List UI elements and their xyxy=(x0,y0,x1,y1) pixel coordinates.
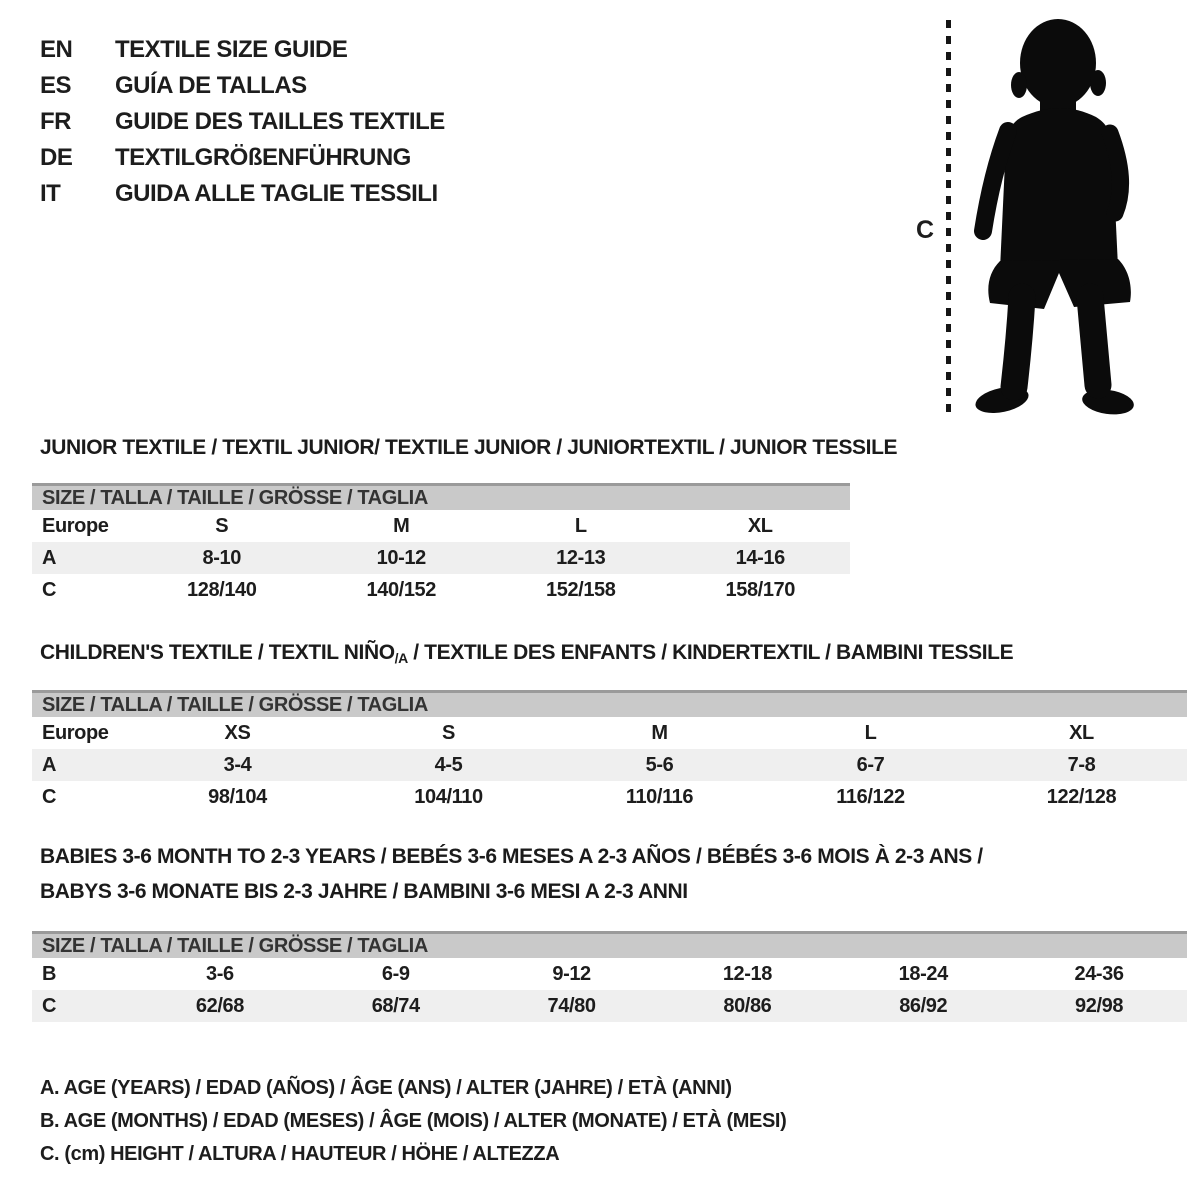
size-cell: S xyxy=(215,514,229,537)
height-cell: 80/86 xyxy=(723,994,772,1017)
language-code: IT xyxy=(40,180,61,207)
legend-age-years: A. AGE (YEARS) / EDAD (AÑOS) / ÂGE (ANS) / ALTER (JAHRE) / ETÀ (ANNI) xyxy=(40,1077,732,1099)
months-cell: 3-6 xyxy=(206,962,234,985)
size-cell: L xyxy=(574,514,587,537)
height-cell: 104/110 xyxy=(414,785,483,808)
babies-size-table xyxy=(32,931,1187,1022)
size-cell: XL xyxy=(747,514,773,537)
height-measure-dashed-line-icon xyxy=(946,20,951,415)
height-cell: 128/140 xyxy=(187,578,257,601)
row-label: Europe xyxy=(42,721,109,744)
age-cell: 14-16 xyxy=(735,546,785,569)
guide-title: GUIDE DES TAILLES TEXTILE xyxy=(115,108,445,135)
children-age-row xyxy=(32,749,1187,781)
toddler-silhouette-icon xyxy=(970,16,1140,418)
language-code: EN xyxy=(40,36,73,63)
row-label: C xyxy=(42,994,57,1017)
row-label: Europe xyxy=(42,514,109,537)
height-cell: 140/152 xyxy=(366,578,436,601)
size-cell: L xyxy=(864,721,877,744)
height-cell: 92/98 xyxy=(1075,994,1124,1017)
children-size-header: SIZE / TALLA / TAILLE / GRÖSSE / TAGLIA xyxy=(32,690,1187,717)
babies-size-header: SIZE / TALLA / TAILLE / GRÖSSE / TAGLIA xyxy=(32,931,1187,958)
junior-section-title: JUNIOR TEXTILE / TEXTIL JUNIOR/ TEXTILE JUNIOR / JUNIORTEXTIL / JUNIOR TESSILE xyxy=(40,436,898,459)
guide-title: TEXTILE SIZE GUIDE xyxy=(115,36,348,63)
children-europe-row xyxy=(32,717,1187,749)
months-cell: 6-9 xyxy=(381,962,410,985)
junior-size-header: SIZE / TALLA / TAILLE / GRÖSSE / TAGLIA xyxy=(32,483,850,510)
size-cell: M xyxy=(393,514,410,537)
legend-height-cm: C. (cm) HEIGHT / ALTURA / HAUTEUR / HÖHE / ALTEZZA xyxy=(40,1143,560,1165)
measurement-legend xyxy=(40,1072,786,1171)
guide-title: TEXTILGRÖßENFÜHRUNG xyxy=(115,144,411,171)
age-cell: 7-8 xyxy=(1067,753,1096,776)
legend-age-months: B. AGE (MONTHS) / EDAD (MESES) / ÂGE (MOIS) / ALTER (MONATE) / ETÀ (MESI) xyxy=(40,1110,787,1132)
language-row-es xyxy=(40,68,445,104)
height-cell: 110/116 xyxy=(625,785,694,808)
children-size-table xyxy=(32,690,1187,813)
age-cell: 10-12 xyxy=(376,546,426,569)
junior-europe-row xyxy=(32,510,850,542)
age-cell: 3-4 xyxy=(223,753,252,776)
babies-months-row xyxy=(32,958,1187,990)
junior-height-row xyxy=(32,574,850,606)
babies-section-title-line2: BABYS 3-6 MONATE BIS 2-3 JAHRE / BAMBINI 3-6 MESI A 2-3 ANNI xyxy=(40,880,688,903)
language-row-fr xyxy=(40,104,445,140)
age-cell: 6-7 xyxy=(856,753,885,776)
size-cell: M xyxy=(651,721,668,744)
months-cell: 12-18 xyxy=(722,962,772,985)
language-row-en xyxy=(40,32,445,68)
language-code: DE xyxy=(40,144,73,171)
row-label: C xyxy=(42,578,57,601)
height-cell: 62/68 xyxy=(195,994,244,1017)
babies-height-row xyxy=(32,990,1187,1022)
months-cell: 9-12 xyxy=(552,962,591,985)
age-cell: 12-13 xyxy=(556,546,606,569)
height-cell: 152/158 xyxy=(546,578,616,601)
children-title-prefix: CHILDREN'S TEXTILE / TEXTIL NIÑO xyxy=(40,641,395,664)
language-row-it xyxy=(40,176,445,212)
row-label: A xyxy=(42,546,57,569)
age-cell: 5-6 xyxy=(645,753,674,776)
size-cell: XL xyxy=(1069,721,1094,744)
row-label: C xyxy=(42,785,57,808)
language-code: FR xyxy=(40,108,71,135)
age-cell: 4-5 xyxy=(434,753,463,776)
height-cell: 122/128 xyxy=(1046,785,1117,808)
height-cell: 158/170 xyxy=(725,578,795,601)
height-cell: 86/92 xyxy=(899,994,948,1017)
height-measure-label: C xyxy=(916,216,935,244)
children-title-suffix: / TEXTILE DES ENFANTS / KINDERTEXTIL / BAMBINI TESSILE xyxy=(407,641,1014,664)
age-cell: 8-10 xyxy=(202,546,241,569)
height-cell: 98/104 xyxy=(208,785,267,808)
babies-section-title-line1: BABIES 3-6 MONTH TO 2-3 YEARS / BEBÉS 3-6 MESES A 2-3 AÑOS / BÉBÉS 3-6 MOIS À 2-3 ANS / xyxy=(40,845,983,868)
guide-title: GUÍA DE TALLAS xyxy=(115,72,307,99)
junior-age-row xyxy=(32,542,850,574)
junior-size-table xyxy=(32,483,850,606)
months-cell: 24-36 xyxy=(1074,962,1124,985)
size-cell: XS xyxy=(224,721,251,744)
row-label: A xyxy=(42,753,57,776)
guide-title: GUIDA ALLE TAGLIE TESSILI xyxy=(115,180,438,207)
children-height-row xyxy=(32,781,1187,813)
language-code: ES xyxy=(40,72,72,99)
height-cell: 116/122 xyxy=(836,785,905,808)
size-cell: S xyxy=(442,721,455,744)
row-label: B xyxy=(42,962,57,985)
language-row-de xyxy=(40,140,445,176)
height-cell: 68/74 xyxy=(371,994,420,1017)
language-title-list xyxy=(40,32,445,212)
children-title-sub: /A xyxy=(394,650,408,666)
children-section-title xyxy=(40,641,1013,670)
height-cell: 74/80 xyxy=(547,994,596,1017)
months-cell: 18-24 xyxy=(898,962,948,985)
